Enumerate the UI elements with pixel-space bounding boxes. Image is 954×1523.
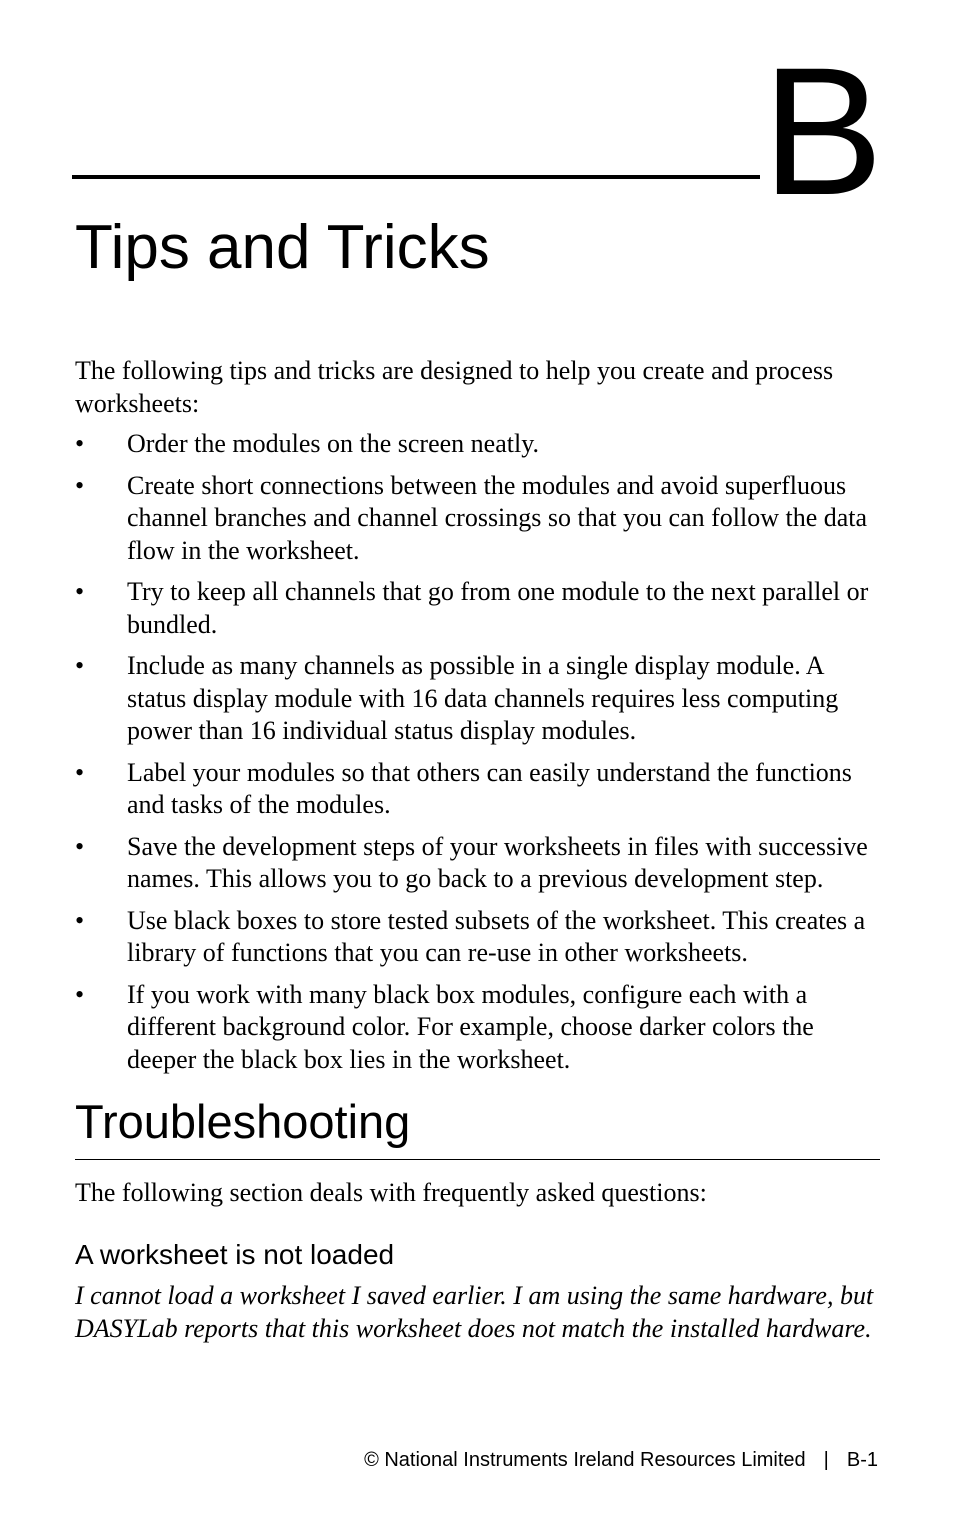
chapter-letter: B [762, 29, 882, 233]
subsection-title: A worksheet is not loaded [75, 1239, 395, 1270]
tip-text: Include as many channels as possible in a single display module. A status display module with 16 data channels requires less computing power than 16 individual status display modules. [127, 651, 839, 745]
chapter-title: Tips and Tricks [75, 213, 490, 282]
section-title-troubleshooting: Troubleshooting [75, 1095, 411, 1148]
list-item [75, 428, 885, 461]
tip-text: Try to keep all channels that go from one module to the next parallel or bundled. [127, 577, 869, 639]
footer-separator: | [823, 1449, 829, 1471]
bullet-icon: • [75, 979, 85, 1009]
tip-text: Use black boxes to store tested subsets of the worksheet. This creates a library of functions that you can re-use in other worksheets. [127, 905, 866, 967]
list-item [75, 905, 885, 970]
section-intro: The following section deals with frequently asked questions: [75, 1178, 707, 1207]
chapter-rule [72, 175, 760, 179]
bullet-icon: • [75, 905, 85, 935]
tip-text: Save the development steps of your worksheets in files with successive names. This allows you to go back to a previous development step. [127, 831, 868, 893]
bullet-icon: • [75, 470, 85, 500]
bullet-icon: • [75, 831, 85, 861]
tip-text: Label your modules so that others can easily understand the functions and tasks of the modules. [127, 757, 852, 819]
list-item [75, 470, 885, 568]
page-footer [364, 1448, 878, 1472]
page-number: B-1 [846, 1449, 878, 1471]
section-rule [75, 1159, 880, 1160]
bullet-icon: • [75, 577, 85, 606]
list-item [75, 757, 885, 822]
footer-copyright: © National Instruments Ireland Resources Limited [364, 1449, 806, 1471]
list-item [75, 650, 885, 748]
list-item [75, 831, 885, 896]
tips-list [75, 428, 885, 1085]
list-item [75, 979, 885, 1077]
faq-question: I cannot load a worksheet I saved earlier. I am using the same hardware, but DASYLab reports that this worksheet does not match the installed hardware. [75, 1281, 874, 1343]
list-item [75, 576, 885, 641]
tip-text: Order the modules on the screen neatly. [127, 429, 540, 458]
tip-text: If you work with many black box modules, configure each with a different background color. For example, choose darker colors the deeper the black box lies in the worksheet. [127, 979, 814, 1074]
bullet-icon: • [75, 757, 85, 787]
bullet-icon: • [75, 429, 85, 458]
intro-paragraph: The following tips and tricks are designed to help you create and process worksheets: [75, 356, 834, 418]
bullet-icon: • [75, 651, 85, 680]
tip-text: Create short connections between the modules and avoid superfluous channel branches and channel crossings so that you can follow the data flow in the worksheet. [127, 470, 868, 565]
